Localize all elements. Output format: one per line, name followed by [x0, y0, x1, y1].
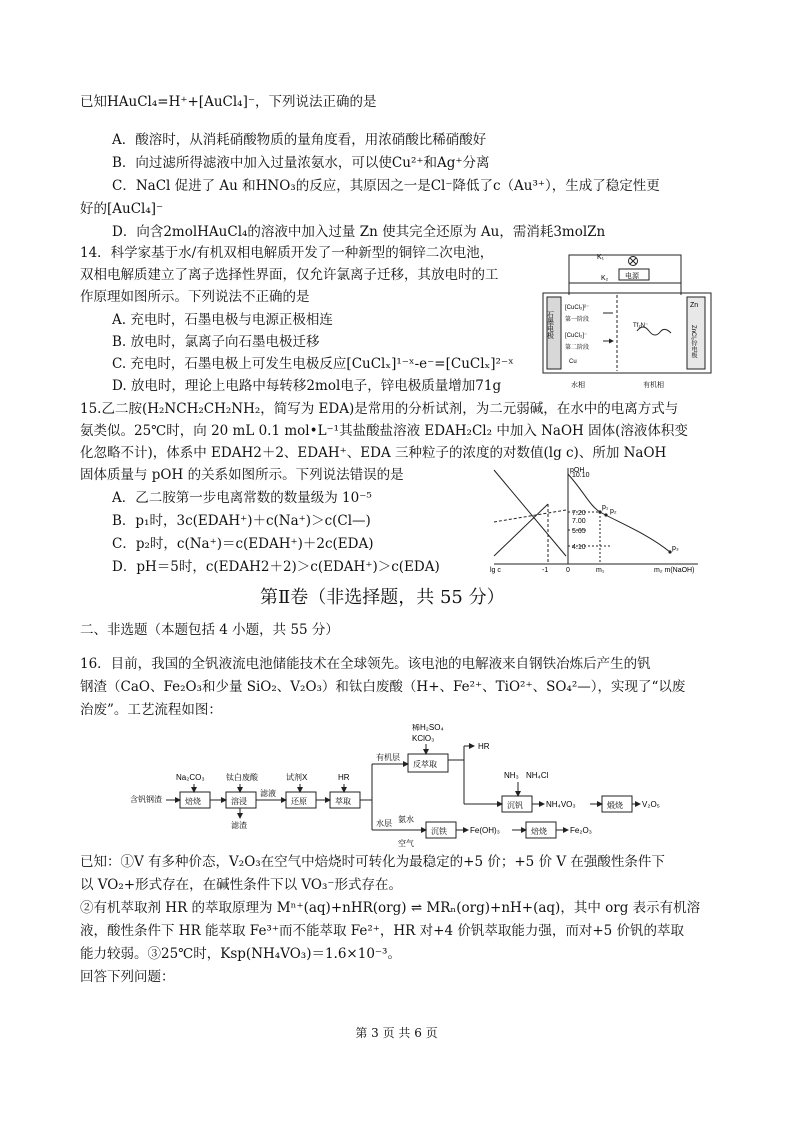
zncl2-label: ZnCl₂锌电极	[690, 325, 696, 358]
q16-stem-2: 钢渣（CaO、Fe₂O₃和少量 SiO₂、V₂O₃）和钛白废酸（H+、Fe²⁺、TiO²⁺、SO₄²—），实现了“以废	[80, 679, 686, 695]
q13-intro: 已知HAuCl₄=H⁺+[AuCl₄]⁻，下列说法正确的是	[80, 94, 377, 110]
flow-filtrate: 滤液	[260, 789, 276, 798]
q16-known-1: 已知：①V 有多种价态，V₂O₃在空气中焙烧时可转化为最稳定的+5 价；+5 价 V 在强酸性条件下	[80, 854, 665, 870]
point-p2	[604, 513, 607, 516]
q14-stem-3: 作原理如图所示。下列说法不正确的是	[80, 289, 310, 305]
species2-label: [CuCl₂]⁻	[565, 333, 588, 339]
flow-hr-in: HR	[338, 773, 350, 782]
y-tick-label: 7.20	[572, 510, 586, 517]
graphite-label: 石墨电极	[546, 311, 554, 339]
flow-h2so4: 稀H₂SO₄	[412, 724, 444, 732]
y-tick-label: 4.10	[572, 544, 586, 551]
q13-option-a: A．酸溶时，从消耗硝酸物质的量角度看，用浓硝酸比稀硝酸好	[112, 132, 487, 148]
x-tick-label: -1	[542, 567, 549, 574]
q15-option-b: B．p₁时，3c(EDAH⁺)＋c(Na⁺)＞c(Cl—)	[112, 513, 371, 529]
series-eda-line	[494, 510, 566, 522]
flow-nh4cl: NH₄Cl	[526, 771, 549, 780]
flow-feoh3: Fe(OH)₃	[470, 826, 500, 835]
flow-nh3: NH₃	[504, 771, 519, 780]
q16-stem-3: 治废”。工艺流程如图：	[80, 702, 222, 718]
k1-label: K₁	[597, 254, 605, 261]
flow-precip-fe: 沉铁	[431, 827, 447, 836]
organic-phase-label: 有机相	[643, 382, 664, 389]
water-phase-label: 水相	[571, 382, 585, 389]
q13-option-c: C．NaCl 促进了 Au 和HNO₃的反应，其原因之一是Cl⁻降低了c（Au³⁺），生成了稳定性更	[112, 178, 660, 194]
flow-residue: 滤渣	[231, 821, 247, 830]
x-tick-label: lg c	[490, 567, 501, 574]
flow-v2o5: V₂O₅	[642, 800, 660, 809]
q14-stem-2: 双相电解质建立了离子选择性界面，仅允许氯离子迁移，其放电时的工	[80, 267, 499, 283]
series-edah2-line	[494, 470, 566, 556]
q14-stem-1: 14．科学家基于水/有机双相电解质开发了一种新型的铜锌二次电池，	[80, 245, 494, 261]
q13-option-b: B．向过滤所得滤液中加入过量浓氨水，可以使Cu²⁺和Ag⁺分离	[112, 155, 490, 171]
q15-option-c: C．p₂时，c(Na⁺)＝c(EDAH⁺)＋2c(EDA)	[112, 536, 374, 552]
q16-known-2: 以 VO₂+形式存在，在碱性条件下以 VO₃⁻形式存在。	[80, 877, 403, 893]
q15-stem-2: 氨类似。25℃时，向 20 mL 0.1 mol•L⁻¹其盐酸盐溶液 EDAH₂Cl₂ 中加入 NaOH 固体(溶液体积变	[80, 423, 688, 439]
q16-stem-1: 16．目前，我国的全钒液流电池储能技术在全球领先。该电池的电解液来自钢铁冶炼后产生的钒	[80, 656, 651, 672]
q13-option-c-cont: 好的[AuCl₄]⁻	[80, 201, 164, 217]
y-tick-label: 10.10	[572, 472, 590, 479]
flow-reduce: 还原	[291, 797, 307, 806]
q15-stem-4: 固体质量与 pOH 的关系如图所示。下列说法错误的是	[80, 467, 404, 483]
flow-air: 空气	[398, 839, 414, 848]
q15-option-a: A．乙二胺第一步电离常数的数量级为 10⁻⁵	[112, 490, 372, 506]
k2-label: K₂	[601, 275, 609, 282]
q15-option-d: D．pH＝5时，c(EDAH2＋2)＞c(EDAH⁺)＞c(EDA)	[112, 559, 440, 575]
flow-organic-layer: 有机层	[376, 753, 400, 762]
y-tick-label: 7.00	[572, 518, 586, 525]
x-tick-label: 0	[566, 567, 570, 574]
cu-label: Cu	[569, 359, 577, 365]
flow-hr-out: HR	[478, 742, 490, 751]
q16-known-3: ②有机萃取剂 HR 的萃取原理为 Mⁿ⁺(aq)+nHR(org) ⇌ MRₙ(org)+nH+(aq)，其中 org 表示有机溶	[80, 900, 701, 916]
flow-back-extract: 反萃取	[413, 760, 437, 769]
species1-label: [CuCl₂]²⁻	[565, 305, 590, 311]
q14-option-b: B. 放电时，氯离子向石墨电极迁移	[112, 334, 320, 350]
q16-answer-prompt: 回答下列问题：	[80, 969, 175, 985]
flow-nh4vo3: NH₄VO₃	[546, 800, 576, 809]
point-label: p₁	[602, 504, 609, 511]
flow-roast2: 煅烧	[607, 801, 623, 810]
stage2-label: 第二阶段	[565, 345, 590, 351]
flow-fe2o3: Fe₂O₃	[570, 826, 592, 835]
flow-extract: 萃取	[335, 797, 351, 806]
flow-aq-layer: 水层	[376, 819, 392, 828]
flow-leach: 溶浸	[231, 797, 247, 806]
svg-text:Tf₂N⁻: Tf₂N⁻	[633, 323, 649, 329]
flow-reagent-x: 试剂X	[286, 773, 308, 782]
stage1-label: 第一阶段	[565, 317, 590, 323]
y-tick-label: 5.65	[572, 528, 586, 535]
part2-heading: 二、非选题（本题包括 4 小题，共 55 分）	[80, 622, 339, 638]
pOH-chart	[488, 464, 704, 574]
x-tick-label: m₁	[596, 567, 605, 574]
q14-option-d: D. 放电时，理论上电路中每转移2mol电子，锌电极质量增加71g	[112, 378, 502, 394]
point-label: p₃	[672, 545, 679, 552]
q13-option-d: D．向含2molHAuCl₄的溶液中加入过量 Zn 使其完全还原为 Au，需消耗3molZn	[112, 224, 606, 240]
zn-label: Zn	[690, 302, 699, 309]
y-axis-label: pOH	[570, 467, 585, 474]
page-footer: 第 3 页 共 6 页	[355, 1026, 438, 1040]
flow-kclo3: KClO₃	[412, 734, 435, 743]
q14-option-c: C. 充电时，石墨电极上可发生电极反应[CuClₓ]¹⁻ˣ-e⁻=[CuClₓ]²⁻ˣ	[112, 356, 514, 372]
battery-diagram	[541, 247, 713, 393]
point-label: p₂	[610, 508, 617, 515]
flow-roast3: 焙烧	[531, 827, 547, 836]
flow-ti-waste: 钛白废酸	[226, 773, 258, 782]
series-edah-line	[494, 504, 548, 556]
process-flowchart	[128, 724, 688, 850]
q16-known-5: 能力较弱。③25℃时，Ksp(NH₄VO₃)＝1.6×10⁻³。	[80, 946, 401, 962]
section2-title: 第Ⅱ卷（非选择题，共 55 分）	[260, 587, 505, 608]
flow-ammonia: 氨水	[398, 815, 414, 824]
flow-na2co3: Na₂CO₃	[176, 773, 205, 782]
flow-precip-v: 沉钒	[507, 801, 523, 810]
flow-roast1: 焙烧	[185, 797, 201, 806]
flow-start-label: 含钒钢渣	[130, 795, 162, 804]
x-tick-label: m₂ m(NaOH)	[654, 567, 695, 574]
q16-known-4: 液，酸性条件下 HR 能萃取 Fe³⁺而不能萃取 Fe²⁺，HR 对+4 价钒萃取能力强，而对+5 价钒的萃取	[80, 923, 685, 939]
q15-stem-3: 化忽略不计)，体系中 EDAH2＋2、EDAH⁺、EDA 三种粒子的浓度的对数值(lg c)、所加 NaOH	[80, 445, 667, 461]
q14-option-a: A. 充电时，石墨电极与电源正极相连	[112, 312, 333, 328]
q15-stem-1: 15.乙二胺(H₂NCH₂CH₂NH₂，简写为 EDA)是常用的分析试剂，为二元弱碱，在水中的电离方式与	[80, 401, 679, 417]
power-label: 电源	[625, 273, 639, 280]
